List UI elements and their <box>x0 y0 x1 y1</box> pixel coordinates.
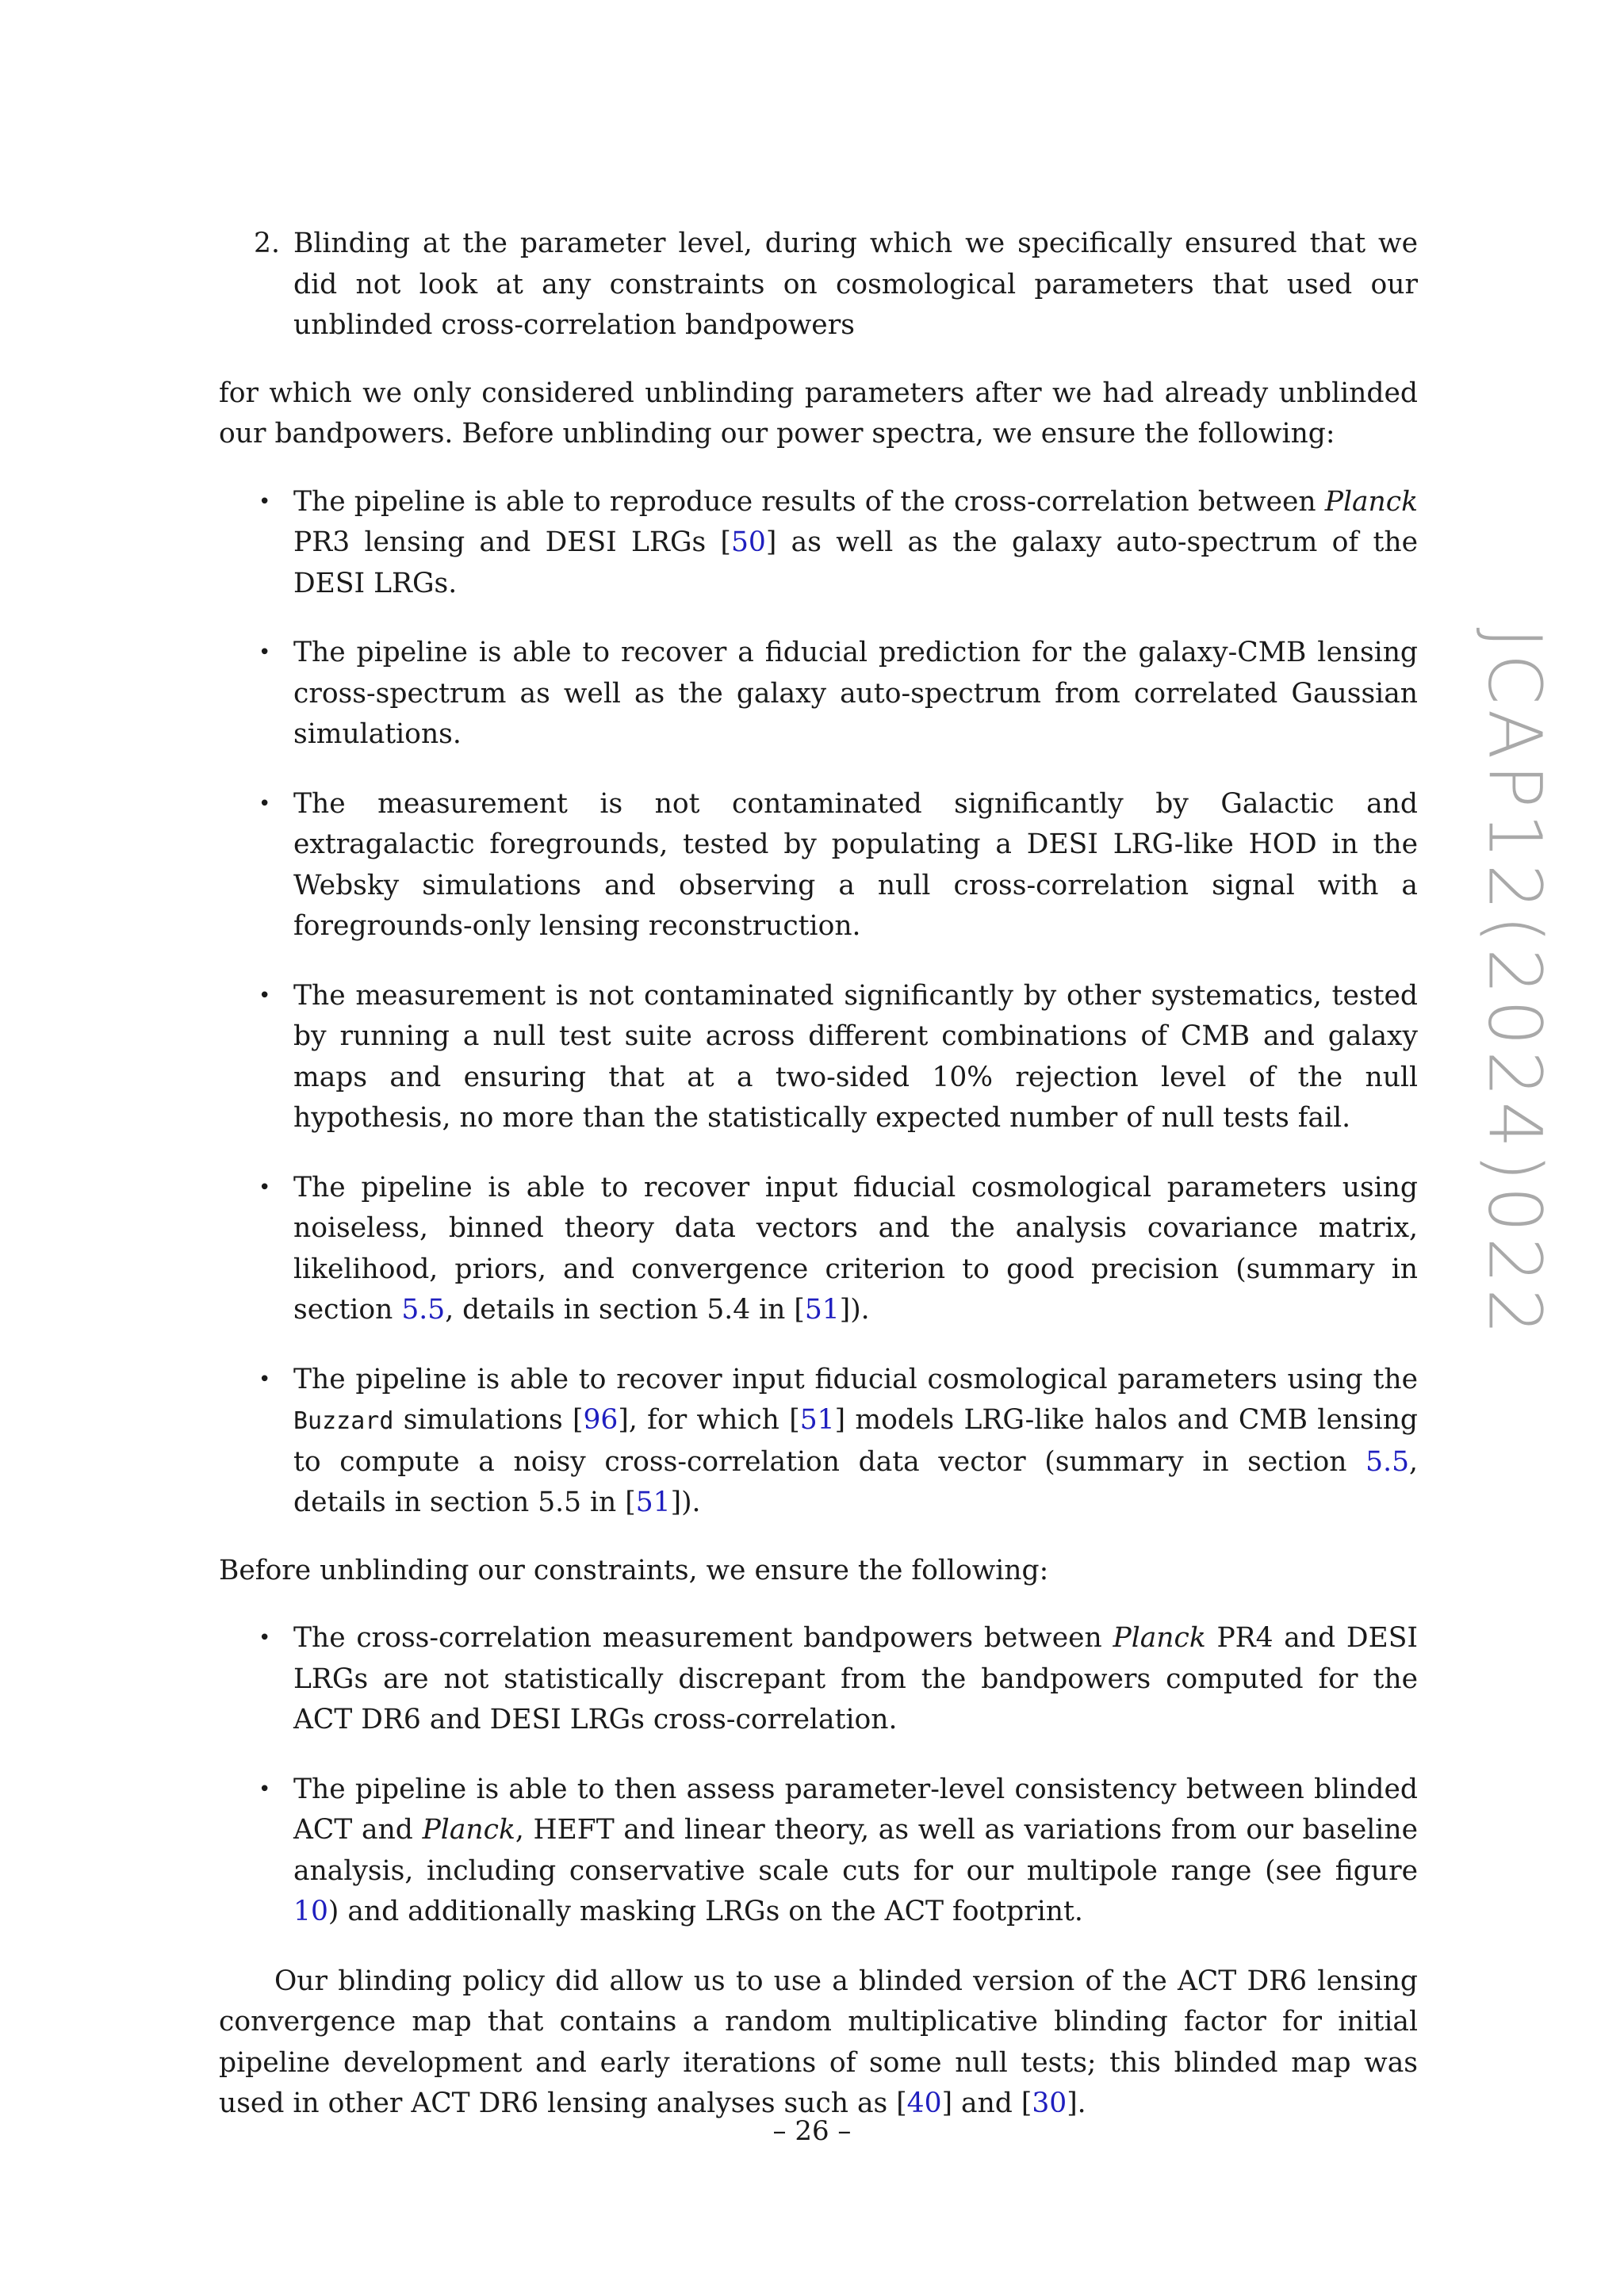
bullet-item-4 <box>219 976 1418 1139</box>
bullet-text: The pipeline is able to recover input fiducial cosmological parameters using the <box>293 1363 1418 1395</box>
bullet-text: PR4 and DESI LRGs are not statistically discrepant from the bandpowers computed for the ACT DR6 and DESI LRGs cross-correlation. <box>293 1622 1418 1735</box>
bullet-text: The pipeline is able to then assess parameter-level consistency between blinded ACT and <box>293 1773 1418 1846</box>
bullet-item-2 <box>219 633 1418 756</box>
emphasis-planck: Planck <box>422 1814 515 1846</box>
bullet-text: The measurement is not contaminated significantly by Galactic and extragalactic foregrounds, tested by populating a DESI LRG-like HOD in the Websky simulations and observing a null cross-correlation signal with a foregrounds-only lensing reconstruction. <box>293 787 1418 942</box>
bullet-item-7 <box>219 1618 1418 1741</box>
citation-link-51[interactable]: 51 <box>804 1294 840 1326</box>
bullet-marker: • <box>259 1626 271 1650</box>
bullet-text: The pipeline is able to recover input fiducial cosmological parameters using noiseless, binned theory data vectors and the analysis covariance matrix, likelihood, priors, and convergence criterion to good precision (summary in section <box>293 1171 1418 1326</box>
bullet-text: ], for which [ <box>618 1404 800 1436</box>
bullet-text: The pipeline is able to reproduce results of the cross-correlation between <box>293 485 1325 518</box>
bullet-text: The pipeline is able to recover a fiducial prediction for the galaxy-CMB lensing cross-spectrum as well as the galaxy auto-spectrum from correlated Gaussian simulations. <box>293 637 1418 750</box>
citation-link-30[interactable]: 30 <box>1032 2087 1067 2119</box>
bullet-item-1 <box>219 482 1418 605</box>
citation-link-51[interactable]: 51 <box>635 1487 671 1518</box>
bullet-text: ]). <box>839 1294 870 1326</box>
bullet-text: ) and additionally masking LRGs on the ACT footprint. <box>327 1896 1083 1927</box>
bullet-text: , details in section 5.4 in [ <box>445 1294 805 1326</box>
bullet-marker: • <box>259 641 271 664</box>
list-item-text: Blinding at the parameter level, during which we specifically ensured that we did not look at any constraints on cosmological parameters that used our unblinded cross-correlation bandpowers <box>293 228 1418 341</box>
bullet-text: ]). <box>670 1487 701 1518</box>
emphasis-planck: Planck <box>1324 485 1418 518</box>
numbered-item-2 <box>219 224 1418 346</box>
bullet-item-8 <box>219 1770 1418 1933</box>
paragraph-text: ]. <box>1067 2087 1086 2119</box>
bullet-text: ] models LRG-like halos and CMB lensing to compute a noisy cross-correlation data vector (summary in section <box>293 1404 1419 1478</box>
citation-link-50[interactable]: 50 <box>730 526 766 558</box>
paragraph-blinding-policy <box>219 1961 1418 2125</box>
code-buzzard: Buzzard <box>293 1407 394 1435</box>
bullet-item-3 <box>219 784 1418 947</box>
bullet-text: , details in section 5.5 in [ <box>293 1445 1418 1518</box>
journal-watermark <box>1471 610 1558 1356</box>
section-link-5-5[interactable]: 5.5 <box>401 1294 446 1326</box>
page-number: – 26 – <box>772 2115 852 2147</box>
bullet-marker: • <box>259 1777 271 1801</box>
paragraph-text: ] and [ <box>941 2087 1032 2119</box>
bullet-text: The measurement is not contaminated significantly by other systematics, tested by running a null test suite across different combinations of CMB and galaxy maps and ensuring that at a two-sided 10% rejection level of the null hypothesis, no more than the statistically expected number of null tests fail. <box>293 979 1418 1134</box>
citation-link-40[interactable]: 40 <box>906 2087 942 2119</box>
bullet-text: , HEFT and linear theory, as well as variations from our baseline analysis, including conservative scale cuts for our multipole range (see figure <box>293 1814 1418 1887</box>
bullet-marker: • <box>259 791 271 816</box>
page-body <box>219 224 1418 2125</box>
paragraph-before-constraints: Before unblinding our constraints, we ensure the following: <box>219 1554 1049 1586</box>
figure-link-10[interactable]: 10 <box>293 1896 328 1927</box>
watermark-text: JCAP12(2024)022 <box>1472 626 1557 1340</box>
citation-link-96[interactable]: 96 <box>583 1404 619 1436</box>
bullet-text: ] as well as the galaxy auto-spectrum of the DESI LRGs. <box>293 526 1418 599</box>
bullet-marker: • <box>259 983 271 1008</box>
emphasis-planck: Planck <box>1113 1622 1206 1654</box>
bullet-item-5 <box>219 1168 1418 1331</box>
bullet-marker: • <box>259 1367 271 1391</box>
paragraph-text: Our blinding policy did allow us to use a blinded version of the ACT DR6 lensing convergence map that contains a random multiplicative blinding factor for initial pipeline development and early iterations of some null tests; this blinded map was used in other ACT DR6 lensing analyses such as [ <box>219 1965 1418 2119</box>
bullet-text: The cross-correlation measurement bandpowers between <box>293 1622 1113 1654</box>
section-link-5-5[interactable]: 5.5 <box>1365 1445 1410 1478</box>
bullet-marker: • <box>259 489 271 514</box>
bullet-marker: • <box>259 1175 271 1200</box>
list-number: 2. <box>254 228 280 259</box>
paragraph-unblinding-bandpowers: for which we only considered unblinding parameters after we had already unblinded our bandpowers. Before unblinding our power spectra, we ensure the following: <box>219 377 1418 450</box>
bullet-item-6 <box>219 1360 1418 1524</box>
bullet-text: simulations [ <box>393 1404 584 1436</box>
bullet-text: PR3 lensing and DESI LRGs [ <box>293 526 731 558</box>
citation-link-51[interactable]: 51 <box>799 1404 835 1436</box>
